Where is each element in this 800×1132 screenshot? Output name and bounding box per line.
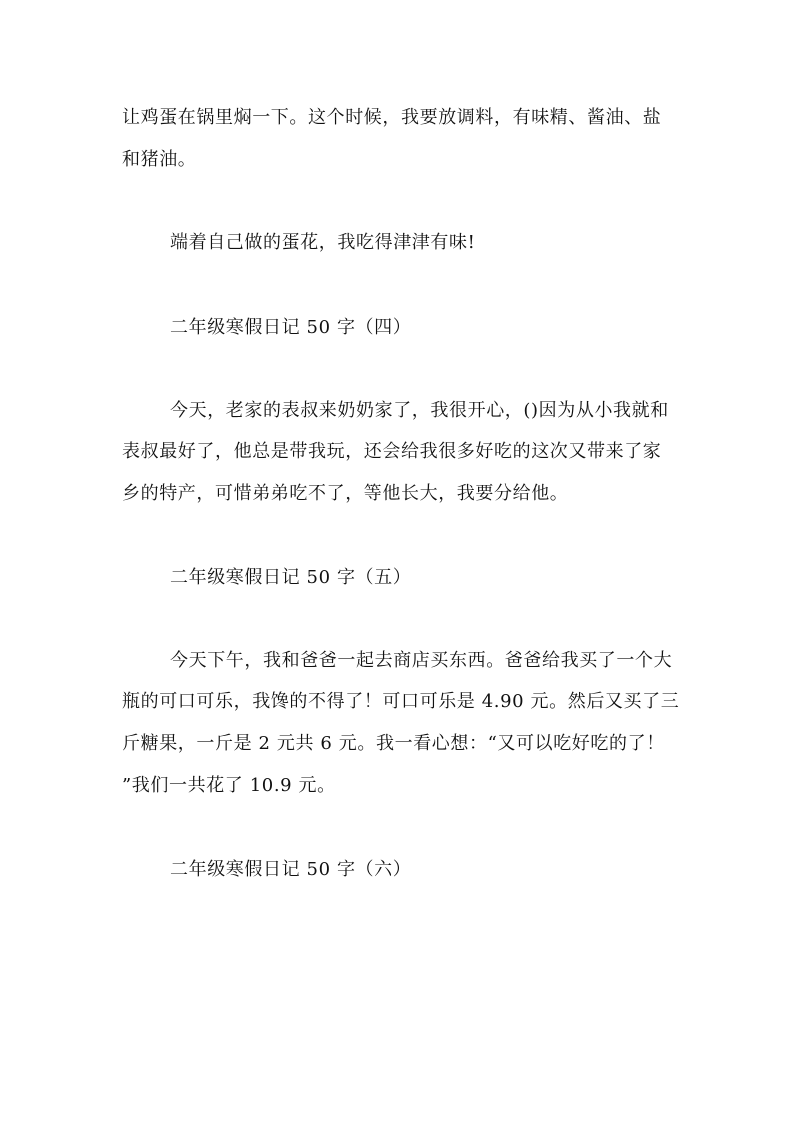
paragraph-line: 和猪油。	[122, 149, 197, 170]
section-heading: 二年级寒假日记 50 字（五）	[170, 567, 412, 588]
paragraph-line: 让鸡蛋在锅里焖一下。这个时候，我要放调料，有味精、酱油、盐	[122, 107, 662, 128]
section-heading: 二年级寒假日记 50 字（四）	[170, 317, 412, 338]
section-heading: 二年级寒假日记 50 字（六）	[170, 859, 412, 880]
paragraph-line: 端着自己做的蛋花，我吃得津津有味!	[170, 232, 476, 253]
paragraph-line: 瓶的可口可乐，我馋的不得了！可口可乐是 4.90 元。然后又买了三	[122, 691, 680, 712]
paragraph-line: 表叔最好了，他总是带我玩，还会给我很多好吃的这次又带来了家	[122, 441, 662, 462]
paragraph-line: 乡的特产，可惜弟弟吃不了，等他长大，我要分给他。	[122, 483, 569, 504]
paragraph-line: ”我们一共花了 10.9 元。	[122, 775, 336, 796]
paragraph-line: 今天，老家的表叔来奶奶家了，我很开心，()因为从小我就和	[170, 400, 669, 421]
paragraph-line: 斤糖果，一斤是 2 元共 6 元。我一看心想：“又可以吃好吃的了！	[122, 733, 665, 754]
paragraph-line: 今天下午，我和爸爸一起去商店买东西。爸爸给我买了一个大	[170, 650, 673, 671]
